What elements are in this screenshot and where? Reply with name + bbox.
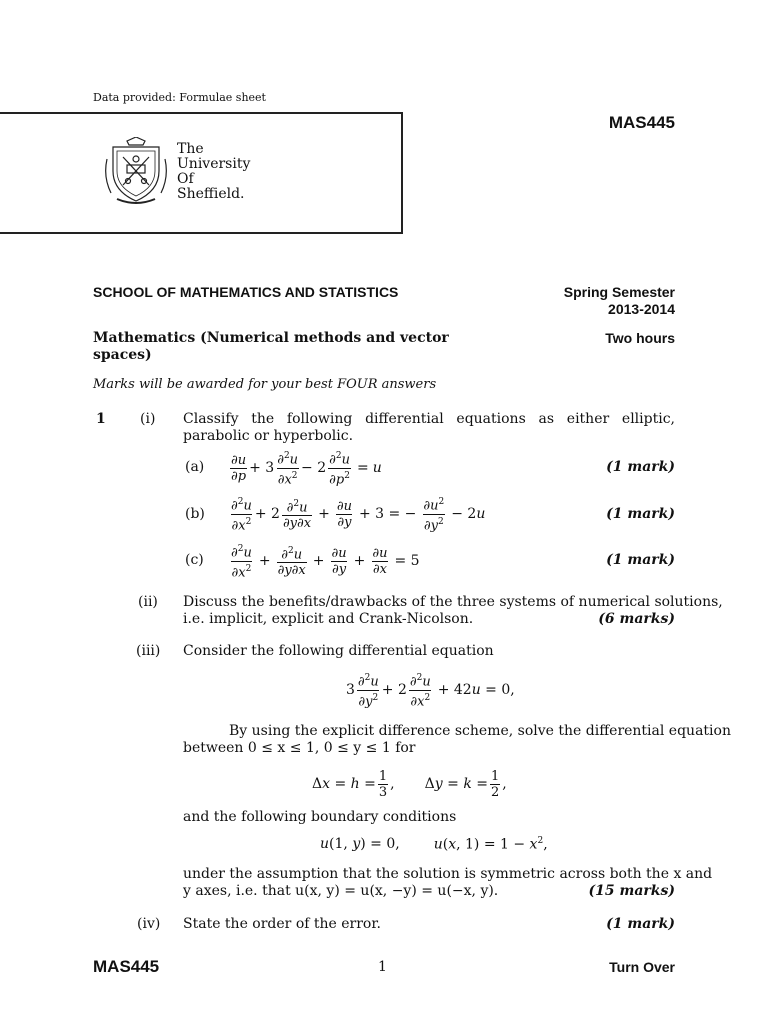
assumption-line2: y axes, i.e. that u(x, y) = u(x, −y) = u(−x, y).: [183, 883, 499, 899]
part-label: (iv): [137, 916, 161, 932]
equation-step-sizes: Δx = h = $\frac{1}{3}$ , Δy = k = $\frac{1}{2}$ ,: [312, 768, 507, 800]
academic-year: 2013-2014: [608, 301, 675, 317]
data-provided-note: Data provided: Formulae sheet: [93, 91, 266, 104]
question-number: 1: [96, 411, 106, 427]
equation-b: $\frac{\partial^2u}{\partial x^2}$ + 2 $\frac{\partial^2u}{\partial y\partial x}$ + $\frac{\partial u}{\partial y}$ + 3 = − $\frac{\partial u^2}{\partial y^2}$ − 2u: [231, 497, 486, 533]
university-name-line: Sheffield.: [177, 186, 245, 202]
item-marks: (1 mark): [606, 506, 675, 522]
course-code: MAS445: [608, 113, 675, 132]
part-iii-para-line1: By using the explicit difference scheme, solve the differential equation: [229, 723, 731, 739]
school-name: SCHOOL OF MATHEMATICS AND STATISTICS: [93, 284, 399, 300]
item-label: (b): [185, 506, 205, 522]
university-name-line: Of: [177, 171, 194, 187]
equation-c: $\frac{\partial^2u}{\partial x^2}$ + $\frac{\partial^2u}{\partial y\partial x}$ + $\frac{\partial u}{\partial y}$ + $\frac{\partial u}{\partial x}$ = 5: [231, 544, 420, 580]
equation-main: 3 $\frac{\partial^2u}{\partial y^2}$ + 2 $\frac{\partial^2u}{\partial x^2}$ + 42u = 0,: [346, 673, 515, 709]
part-iii-intro: Consider the following differential equation: [183, 643, 494, 659]
footer-course-code: MAS445: [93, 957, 160, 976]
semester-block: [564, 284, 675, 318]
exam-duration: Two hours: [605, 330, 675, 346]
equation-a: $\frac{\partial u}{\partial p}$ + 3 $\frac{\partial^2u}{\partial x^2}$ − 2 $\frac{\partial^2u}{\partial p^2}$ = u: [231, 451, 382, 487]
part-iv-text: State the order of the error.: [183, 916, 381, 932]
part-iii-marks: (15 marks): [588, 883, 675, 899]
university-name-line: The: [177, 141, 204, 157]
equation-boundary: u(1, y) = 0, u(x, $1) = 1 - x^2$,: [320, 836, 548, 853]
part-ii-marks: (6 marks): [598, 611, 675, 627]
part-iv-marks: (1 mark): [606, 916, 675, 932]
assumption-line1: under the assumption that the solution is symmetric across both the x and: [183, 866, 713, 882]
item-label: (a): [185, 459, 205, 475]
item-marks: (1 mark): [606, 459, 675, 475]
turn-over-note: Turn Over: [609, 959, 675, 975]
boundary-intro: and the following boundary conditions: [183, 809, 457, 825]
exam-subject: Mathematics (Numerical methods and vector spaces): [93, 330, 449, 363]
university-name: [177, 142, 250, 202]
exam-instructions: Marks will be awarded for your best FOUR answers: [93, 377, 437, 392]
part-label: (i): [140, 411, 156, 427]
university-crest-icon: [103, 137, 169, 205]
part-ii-text-line1: Discuss the benefits/drawbacks of the three systems of numerical solutions,: [183, 594, 723, 610]
item-label: (c): [185, 552, 204, 568]
part-i-text: Classify the following differential equations as either elliptic, parabolic or hyperbolic.: [183, 411, 675, 444]
semester: Spring Semester: [563, 284, 675, 300]
page-number: 1: [378, 959, 387, 975]
part-label: (ii): [138, 594, 158, 610]
part-iii-para-line2: between 0 ≤ x ≤ 1, 0 ≤ y ≤ 1 for: [183, 740, 416, 756]
item-marks: (1 mark): [606, 552, 675, 568]
part-label: (iii): [136, 643, 161, 659]
university-name-line: University: [177, 156, 251, 172]
part-ii-text-line2: i.e. implicit, explicit and Crank-Nicolson.: [183, 611, 474, 627]
